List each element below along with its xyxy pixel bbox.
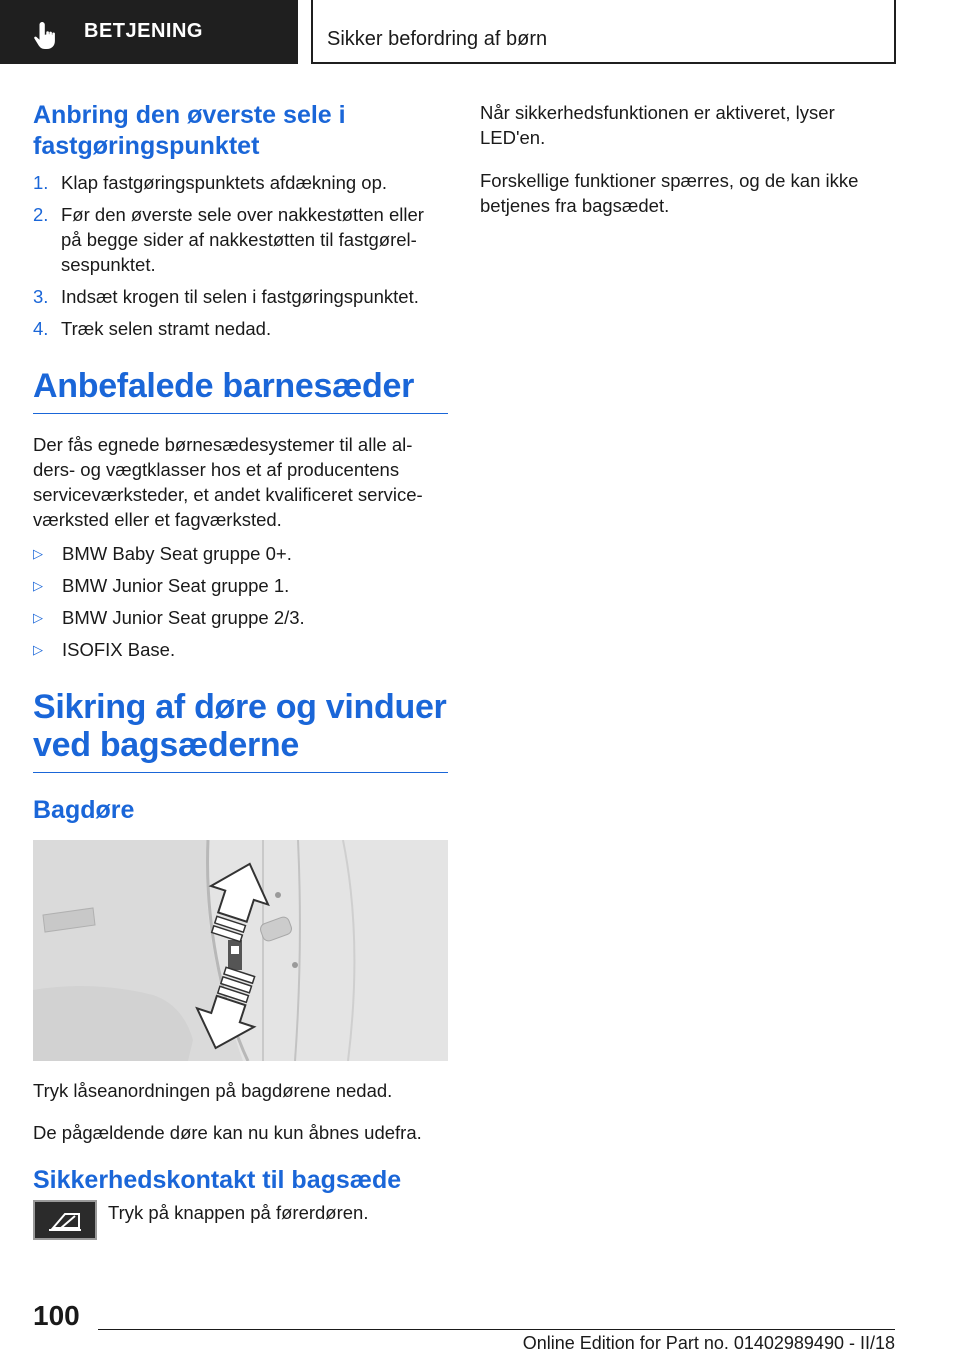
list-item: 2. Før den øverste sele over nakkestøtten eller på begge sider af nakkestøtten til fastgørel-sespunktet.	[33, 204, 424, 275]
section-label: BETJENING	[84, 20, 203, 42]
anchor-steps	[33, 170, 448, 341]
door-lock-illustration	[33, 840, 448, 1061]
list-item: 1. Klap fastgøringspunktets afdækning op.	[33, 172, 387, 193]
triangle-bullet-icon: ▷	[33, 546, 43, 561]
header-section-tab	[0, 0, 298, 64]
list-item: 3. Indsæt krogen til selen i fastgøringspunktet.	[33, 286, 419, 307]
triangle-bullet-icon: ▷	[33, 610, 43, 625]
contact-row	[33, 1200, 448, 1240]
list-item: ▷ ISOFIX Base.	[33, 639, 176, 660]
list-item: 4. Træk selen stramt nedad.	[33, 318, 272, 339]
window-lock-button-icon	[33, 1200, 97, 1240]
list-item: ▷ BMW Baby Seat gruppe 0+.	[33, 543, 292, 564]
triangle-bullet-icon: ▷	[33, 578, 43, 593]
triangle-bullet-icon: ▷	[33, 642, 43, 657]
footer-divider	[98, 1329, 895, 1330]
seats-list	[33, 541, 448, 662]
seats-intro: Der fås egnede børnesædesystemer til alle al-ders- og vægtklasser hos et af producentens serviceværksteder, et andet kvalificeret service-værksted eller et fagværksted.	[33, 434, 423, 530]
anchor-heading: Anbring den øverste sele i fastgøringspunktet	[33, 101, 346, 160]
seats-heading: Anbefalede barnesæder	[33, 367, 448, 414]
list-item: ▷ BMW Junior Seat gruppe 2/3.	[33, 607, 305, 628]
list-item: ▷ BMW Junior Seat gruppe 1.	[33, 575, 290, 596]
doors-heading: Sikring af døre og vinduer ved bagsæderne	[33, 688, 448, 773]
chapter-header	[311, 0, 896, 64]
contact-heading: Sikkerhedskontakt til bagsæde	[33, 1166, 402, 1194]
led-paragraph: Når sikkerhedsfunktionen er aktiveret, lyser LED'en.	[480, 102, 835, 148]
edition-text: Online Edition for Part no. 01402989490 - II/18	[522, 1333, 895, 1353]
contact-instruction: Tryk på knappen på førerdøren.	[108, 1202, 369, 1223]
right-column	[480, 100, 900, 218]
rear-doors-heading: Bagdøre	[33, 796, 135, 824]
rear-doors-result: De pågældende døre kan nu kun åbnes udefra.	[33, 1122, 422, 1143]
chapter-title: Sikker befordring af børn	[327, 28, 548, 50]
blocked-functions-paragraph: Forskellige funktioner spærres, og de kan ikke betjenes fra bagsædet.	[480, 170, 859, 216]
left-column	[33, 100, 448, 1240]
hand-pointer-icon	[30, 18, 66, 54]
page-number: 100	[33, 1300, 80, 1331]
rear-door-lock-figure	[33, 840, 448, 1061]
rear-doors-instruction: Tryk låseanordningen på bagdørene nedad.	[33, 1080, 393, 1101]
